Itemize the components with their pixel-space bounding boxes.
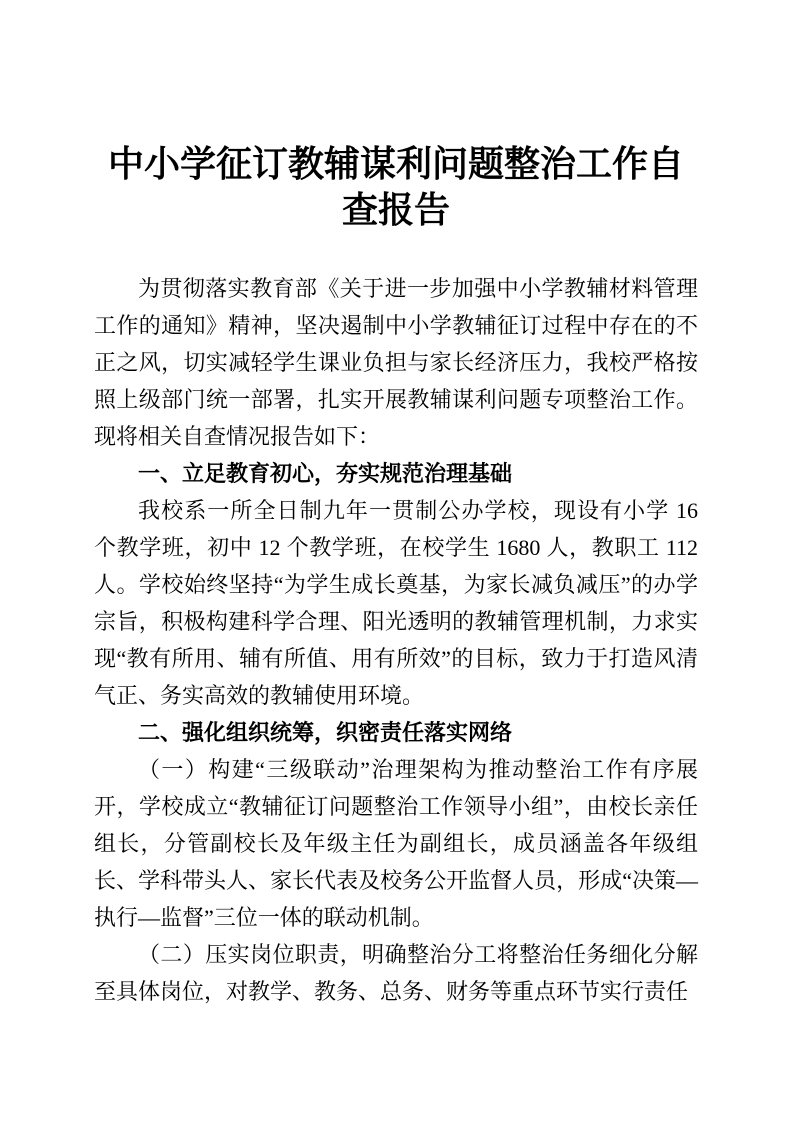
document-content [94,0,698,1010]
document-body [94,270,698,1010]
paragraph-introduction: 为贯彻落实教育部《关于进一步加强中小学教辅材料管理工作的通知》精神，坚决遏制中小学教辅征订过程中存在的不正之风，切实减轻学生课业负担与家长经济压力，我校严格按照上级部门统一部署，扎实开展教辅谋利问题专项整治工作。现将相关自查情况报告如下： [94,276,698,449]
document-title: 中小学征订教辅谋利问题整治工作自查报告 [107,144,684,230]
section-heading-2: 二、强化组织统筹，织密责任落实网络 [138,720,513,745]
paragraph-school-overview: 我校系一所全日制九年一贯制公办学校，现设有小学 16 个教学班，初中 12 个教学班，在校学生 1680 人，教职工 112 人。学校始终坚持“为学生成长奠基，为家长减负减压”的办学宗旨，积极构建科学合理、阳光透明的教辅管理机制，力求实现“教有所用、辅有所值、用有所效”的目标，致力于打造风清气正、务实高效的教辅使用环境。 [94,498,698,708]
paragraph-subsection-1: （一）构建“三级联动”治理架构为推动整治工作有序展开，学校成立“教辅征订问题整治工作领导小组”，由校长亲任组长，分管副校长及年级主任为副组长，成员涵盖各年级组长、学科带头人、家长代表及校务公开监督人员，形成“决策—执行—监督”三位一体的联动机制。 [94,757,698,930]
section-heading-1: 一、立足教育初心，夯实规范治理基础 [138,461,513,486]
paragraph-subsection-2: （二）压实岗位职责，明确整治分工将整治任务细化分解至具体岗位，对教学、教务、总务、财务等重点环节实行责任 [94,942,698,1004]
